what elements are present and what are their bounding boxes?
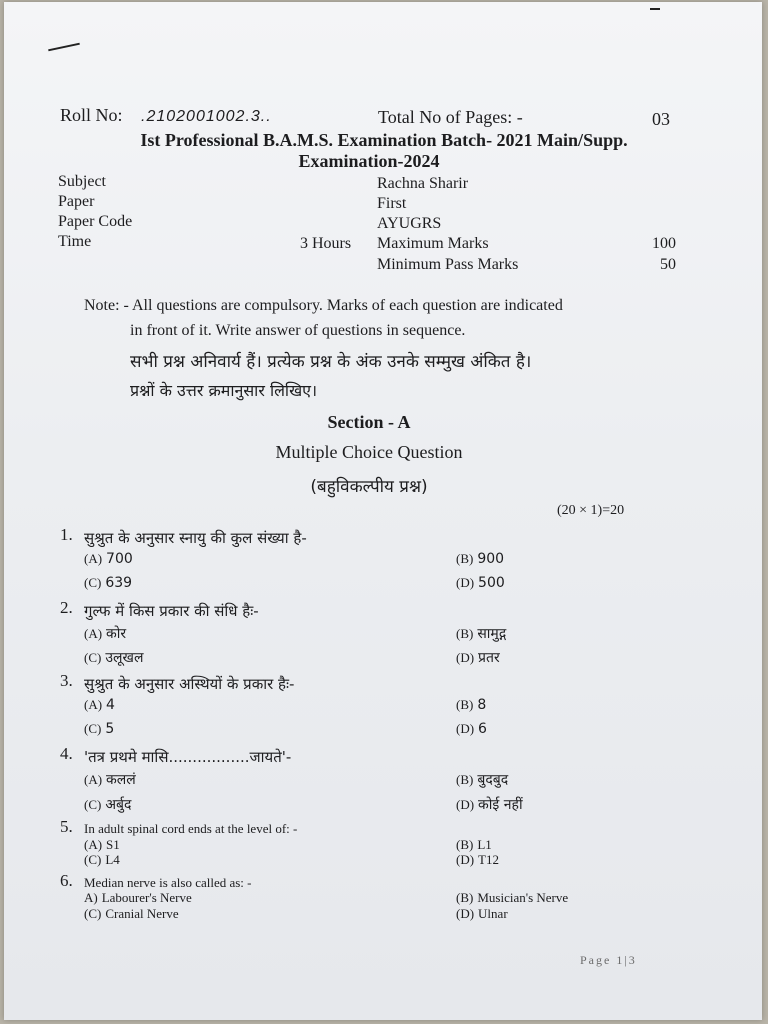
option-d: (D) Ulnar [456, 906, 508, 921]
subject-value: Rachna Sharir [377, 175, 469, 192]
option-a: (A) 4 [84, 697, 115, 713]
option-a: A) Labourer's Nerve [84, 890, 192, 905]
option-d: (D) कोई नहीं [456, 797, 523, 813]
question-number: 5. [60, 817, 73, 836]
question-number: 6. [60, 871, 73, 890]
option-c: (C) Cranial Nerve [84, 906, 179, 921]
paper-code-value: AYUGRS [377, 215, 442, 232]
option-c: (C) L4 [84, 852, 120, 867]
question-text: Median nerve is also called as: - [84, 875, 252, 890]
question-number: 2. [60, 598, 73, 617]
option-a: (A) कोर [84, 626, 127, 642]
option-c: (C) उलूखल [84, 650, 144, 666]
question-text: In adult spinal cord ends at the level of: - [84, 821, 298, 836]
option-c: (C) 639 [84, 575, 133, 591]
total-pages-value: 03 [652, 109, 670, 129]
note-hindi: प्रश्नों के उत्तर क्रमानुसार लिखिए। [130, 381, 318, 400]
option-c: (C) 5 [84, 721, 115, 737]
option-b: (B) 900 [456, 551, 505, 567]
option-d: (D) T12 [456, 852, 499, 867]
roll-value: .2102001002.3.. [141, 108, 272, 125]
min-marks-label: Minimum Pass Marks [377, 256, 519, 273]
pen-mark [48, 43, 80, 52]
note-line: in front of it. Write answer of questions in sequence. [130, 322, 466, 339]
roll-label: Roll No: [60, 105, 123, 125]
question-number: 4. [60, 744, 73, 763]
option-b: (B) सामुद्ग [456, 626, 507, 642]
section-marks: (20 × 1)=20 [557, 503, 625, 518]
option-b: (B) L1 [456, 837, 492, 852]
option-d: (D) 6 [456, 721, 487, 737]
option-b: (B) 8 [456, 697, 487, 713]
paper-label: Paper [58, 193, 95, 210]
option-a: (A) 700 [84, 551, 133, 567]
question-text: 'तत्र प्रथमे मासि.................जायते'- [84, 748, 292, 766]
note-hindi: सभी प्रश्न अनिवार्य हैं। प्रत्येक प्रश्न के अंक उनके सम्मुख अंकित है। [130, 352, 532, 372]
question-text: सुश्रुत के अनुसार अस्थियों के प्रकार हैः- [84, 675, 295, 693]
section-title: Section - A [327, 412, 411, 432]
note-line: Note: - All questions are compulsory. Marks of each question are indicated [84, 297, 563, 314]
page-number: Page 1|3 [580, 953, 637, 967]
option-d: (D) प्रतर [456, 650, 500, 666]
paper-value: First [377, 195, 407, 212]
question-number: 1. [60, 525, 73, 544]
exam-title-line2: Examination-2024 [298, 151, 440, 171]
section-subtitle: Multiple Choice Question [275, 442, 463, 462]
option-b: (B) बुदबुद [456, 772, 509, 788]
max-marks-value: 100 [652, 235, 676, 252]
paper-code-label: Paper Code [58, 213, 133, 230]
time-label: Time [58, 233, 92, 250]
section-subtitle-hindi: (बहुविकल्पीय प्रश्न) [310, 477, 428, 497]
question-text: गुल्फ में किस प्रकार की संधि हैः- [84, 602, 259, 620]
total-pages-label: Total No of Pages: - [378, 107, 523, 127]
option-a: (A) कललं [84, 772, 136, 788]
question-number: 3. [60, 671, 73, 690]
exam-title: Ist Professional B.A.M.S. Examination Batch- 2021 Main/Supp. [140, 130, 628, 150]
roll-number [60, 105, 272, 126]
option-d: (D) 500 [456, 575, 505, 591]
option-c: (C) अर्बुद [84, 797, 132, 813]
option-b: (B) Musician's Nerve [456, 890, 569, 905]
question-text: सुश्रुत के अनुसार स्नायु की कुल संख्या है- [84, 529, 307, 547]
pen-mark [650, 8, 660, 10]
max-marks-label: Maximum Marks [377, 235, 489, 252]
time-value: 3 Hours [300, 235, 352, 252]
subject-label: Subject [58, 173, 106, 190]
option-a: (A) S1 [84, 837, 120, 852]
min-marks-value: 50 [660, 256, 676, 273]
